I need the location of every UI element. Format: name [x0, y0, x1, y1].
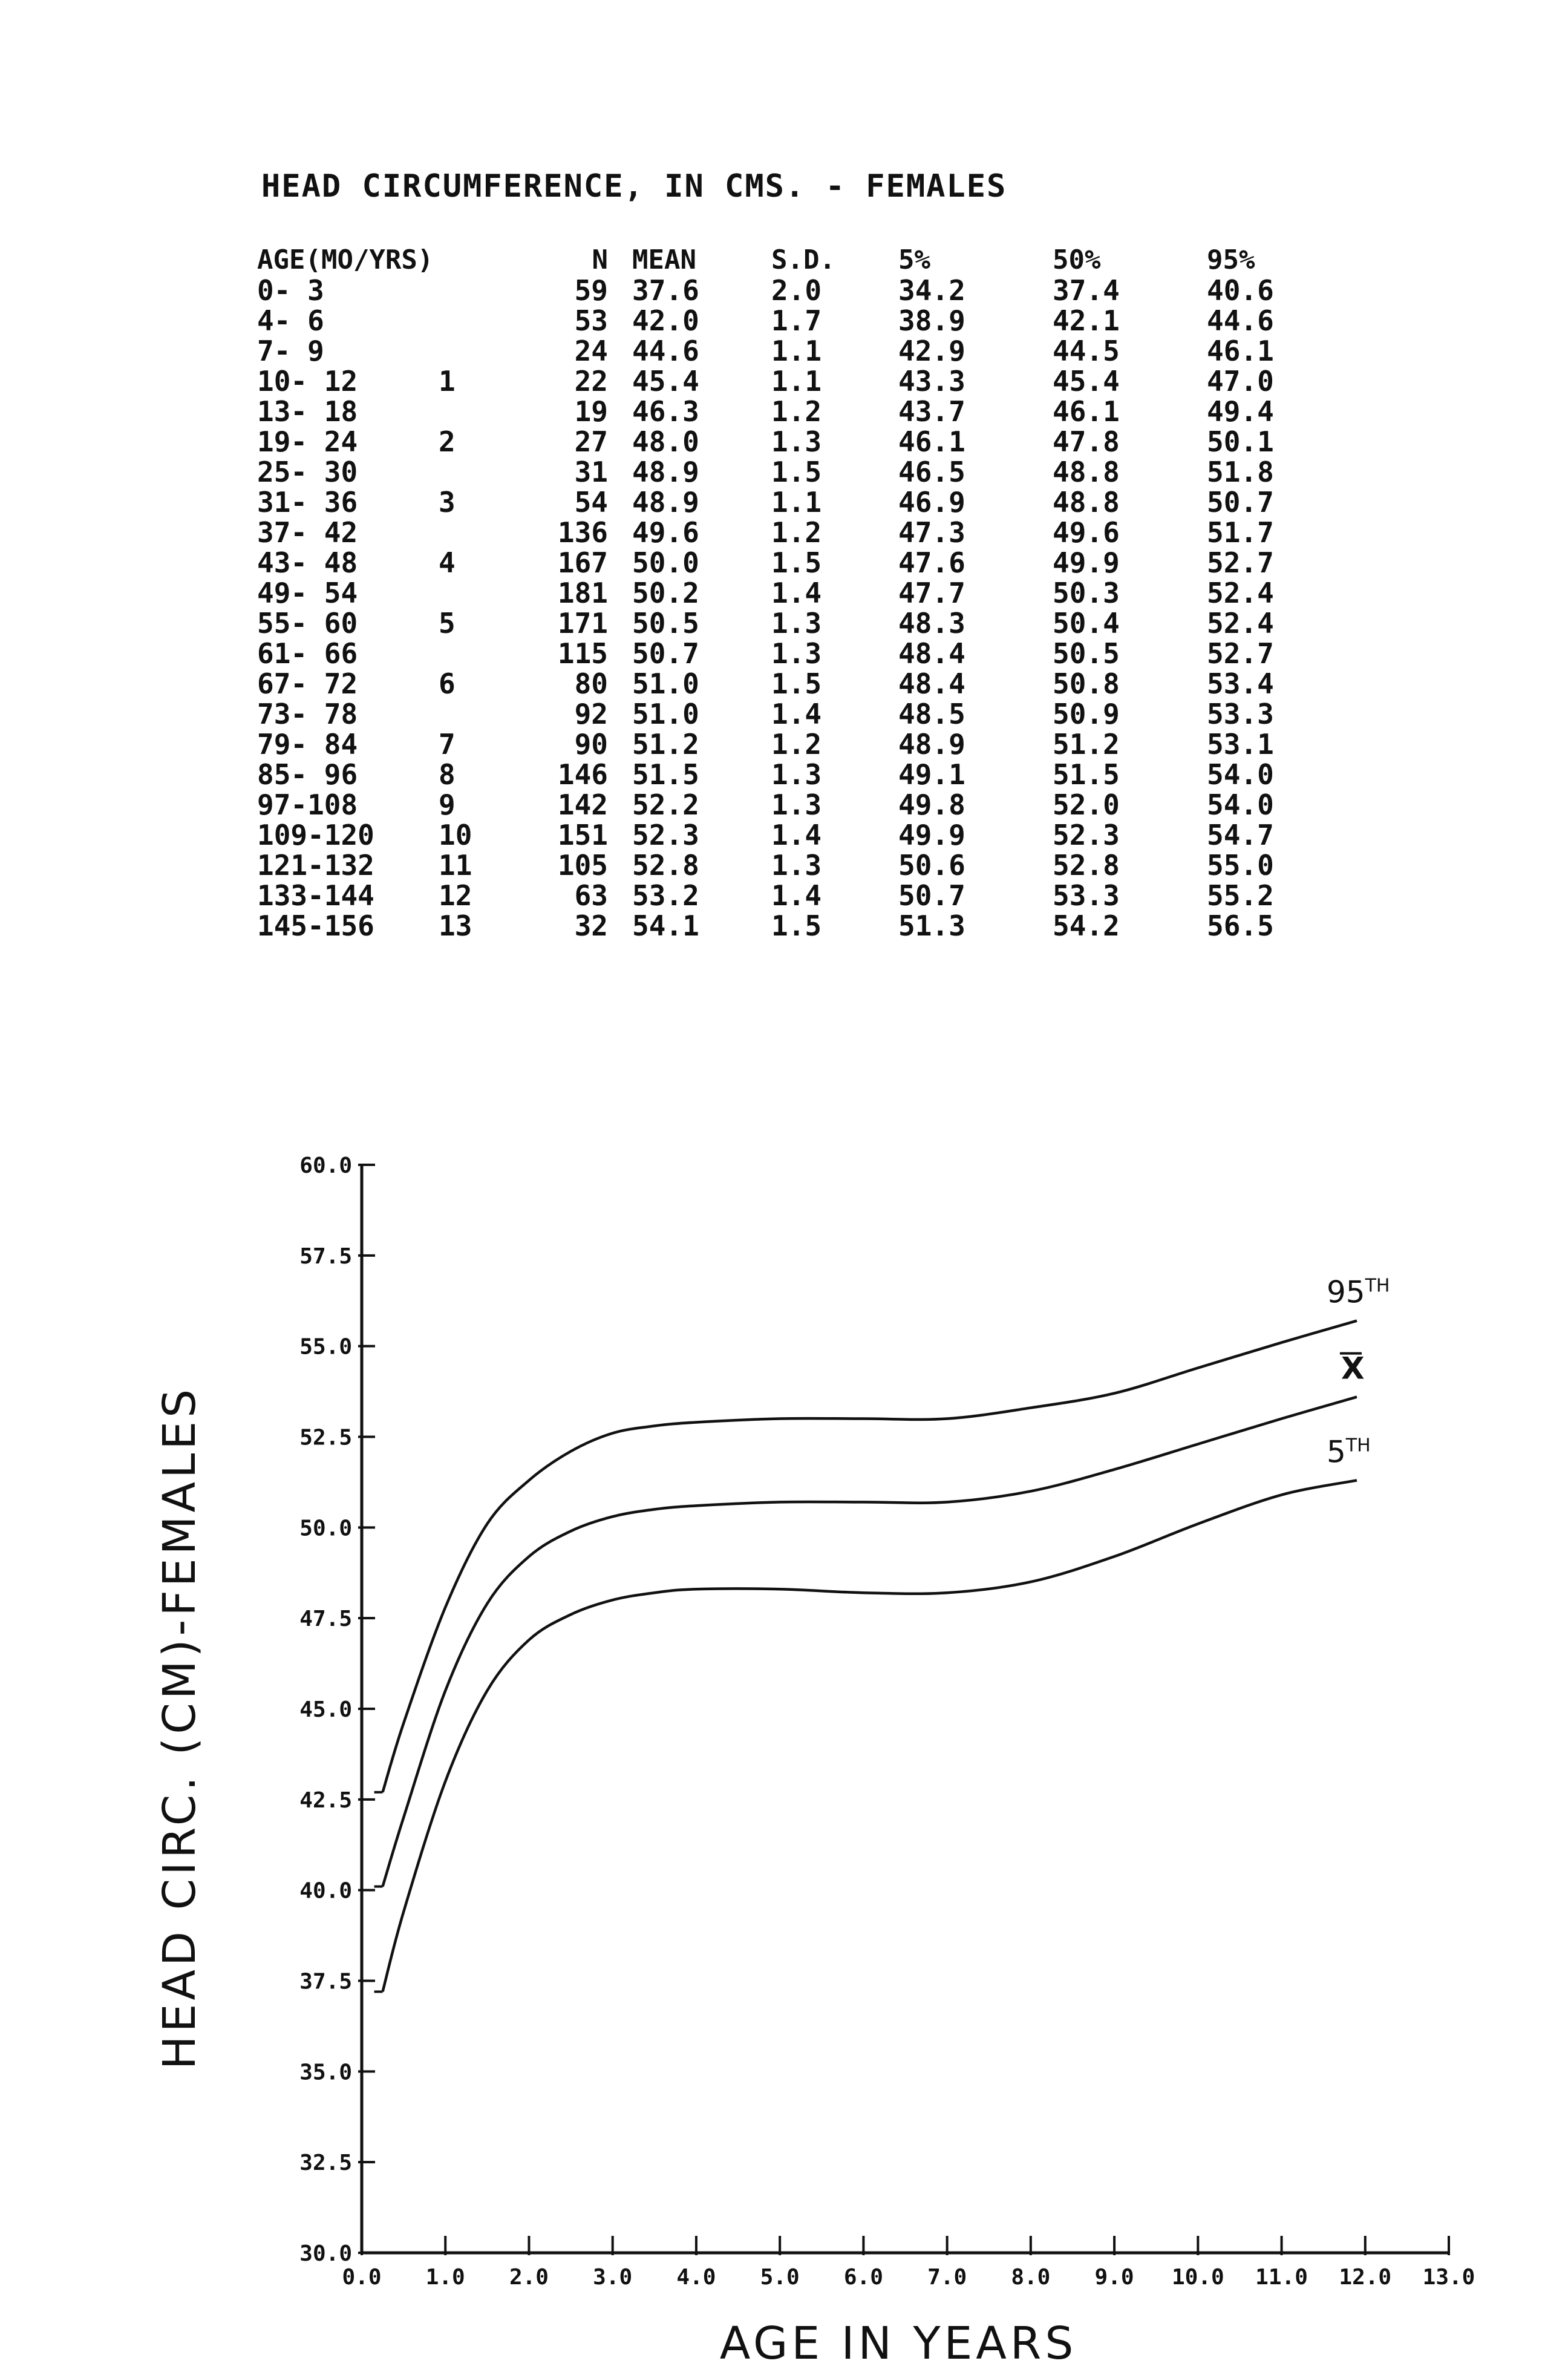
cell-p50: 50.3	[1053, 577, 1120, 609]
col-header-p95: 95%	[1207, 244, 1255, 275]
cell-sd: 1.2	[771, 728, 822, 761]
cell-p5: 48.4	[898, 637, 965, 670]
cell-years: 5	[439, 607, 456, 640]
cell-n: 32	[574, 909, 608, 942]
col-header-sd: S.D.	[771, 244, 835, 275]
y-tick-label: 45.0	[299, 1697, 352, 1722]
cell-age: 55- 60	[257, 607, 358, 640]
cell-p5: 50.7	[898, 879, 965, 912]
cell-age: 145-156	[257, 909, 374, 942]
cell-n: 80	[574, 667, 608, 700]
cell-age: 0- 3	[257, 274, 324, 307]
cell-p50: 48.8	[1053, 456, 1120, 488]
series-label-superscript: TH	[1365, 1275, 1390, 1297]
y-tick-label: 60.0	[299, 1153, 352, 1178]
cell-p50: 50.8	[1053, 667, 1120, 700]
cell-p50: 45.4	[1053, 365, 1120, 398]
cell-p95: 49.4	[1207, 395, 1274, 428]
y-tick-label: 40.0	[299, 1878, 352, 1904]
cell-p95: 55.2	[1207, 879, 1274, 912]
cell-p5: 49.8	[898, 788, 965, 821]
y-tick-label: 55.0	[299, 1334, 352, 1360]
cell-n: 22	[574, 365, 608, 398]
cell-sd: 1.4	[771, 577, 822, 609]
cell-p5: 49.1	[898, 758, 965, 791]
cell-sd: 1.1	[771, 335, 822, 367]
cell-n: 115	[557, 637, 608, 670]
y-tick-label: 35.0	[299, 2060, 352, 2085]
chart-series	[374, 1275, 1390, 1992]
cell-years: 6	[439, 667, 456, 700]
cell-p95: 47.0	[1207, 365, 1274, 398]
cell-mean: 53.2	[632, 879, 699, 912]
cell-age: 10- 12	[257, 365, 358, 398]
cell-p50: 49.9	[1053, 546, 1120, 579]
cell-sd: 1.4	[771, 879, 822, 912]
cell-p95: 53.1	[1207, 728, 1274, 761]
cell-p50: 37.4	[1053, 274, 1120, 307]
cell-p95: 56.5	[1207, 909, 1274, 942]
cell-p95: 46.1	[1207, 335, 1274, 367]
cell-mean: 49.6	[632, 516, 699, 549]
cell-age: 25- 30	[257, 456, 358, 488]
cell-p50: 47.8	[1053, 425, 1120, 458]
cell-mean: 48.9	[632, 486, 699, 519]
cell-age: 121-132	[257, 849, 374, 882]
cell-sd: 2.0	[771, 274, 822, 307]
cell-p95: 54.7	[1207, 819, 1274, 851]
cell-p5: 46.1	[898, 425, 965, 458]
cell-n: 151	[557, 819, 608, 851]
cell-mean: 50.0	[632, 546, 699, 579]
cell-p50: 48.8	[1053, 486, 1120, 519]
cell-p95: 51.8	[1207, 456, 1274, 488]
y-tick-label: 37.5	[299, 1969, 352, 1994]
cell-p95: 55.0	[1207, 849, 1274, 882]
cell-p50: 50.4	[1053, 607, 1120, 640]
y-tick-label: 42.5	[299, 1787, 352, 1813]
cell-p50: 49.6	[1053, 516, 1120, 549]
x-tick-label: 1.0	[425, 2265, 465, 2290]
x-tick-label: 3.0	[593, 2265, 633, 2290]
x-tick-label: 13.0	[1422, 2265, 1475, 2290]
cell-p95: 53.4	[1207, 667, 1274, 700]
cell-mean: 51.0	[632, 698, 699, 730]
x-tick-label: 7.0	[927, 2265, 967, 2290]
cell-p50: 50.5	[1053, 637, 1120, 670]
cell-p50: 42.1	[1053, 304, 1120, 337]
y-tick-label: 32.5	[299, 2151, 352, 2176]
x-tick-label: 12.0	[1339, 2265, 1392, 2290]
cell-mean: 37.6	[632, 274, 699, 307]
cell-n: 146	[557, 758, 608, 791]
cell-p5: 50.6	[898, 849, 965, 882]
cell-p50: 53.3	[1053, 879, 1120, 912]
cell-p95: 52.4	[1207, 577, 1274, 609]
cell-sd: 1.4	[771, 698, 822, 730]
cell-sd: 1.3	[771, 788, 822, 821]
cell-age: 19- 24	[257, 425, 358, 458]
cell-mean: 44.6	[632, 335, 699, 367]
x-tick-label: 2.0	[509, 2265, 549, 2290]
x-tick-label: 10.0	[1171, 2265, 1224, 2290]
cell-n: 167	[557, 546, 608, 579]
cell-p5: 47.3	[898, 516, 965, 549]
series-label	[1327, 1434, 1371, 1469]
cell-p5: 42.9	[898, 335, 965, 367]
cell-n: 53	[574, 304, 608, 337]
y-tick-label: 57.5	[299, 1243, 352, 1269]
cell-mean: 51.0	[632, 667, 699, 700]
cell-sd: 1.5	[771, 456, 822, 488]
y-tick-label: 50.0	[299, 1516, 352, 1541]
series-label-superscript: TH	[1345, 1435, 1371, 1456]
cell-sd: 1.3	[771, 849, 822, 882]
cell-n: 54	[574, 486, 608, 519]
cell-p5: 38.9	[898, 304, 965, 337]
cell-n: 142	[557, 788, 608, 821]
cell-years: 2	[439, 425, 456, 458]
col-header-n: N	[592, 244, 608, 275]
cell-years: 12	[439, 879, 472, 912]
cell-p5: 48.4	[898, 667, 965, 700]
cell-mean: 50.2	[632, 577, 699, 609]
cell-n: 63	[574, 879, 608, 912]
cell-p95: 50.7	[1207, 486, 1274, 519]
y-tick-label: 52.5	[299, 1425, 352, 1450]
col-header-p5: 5%	[898, 244, 930, 275]
cell-age: 7- 9	[257, 335, 324, 367]
cell-mean: 45.4	[632, 365, 699, 398]
cell-mean: 51.5	[632, 758, 699, 791]
cell-age: 49- 54	[257, 577, 358, 609]
series-label	[1341, 1351, 1365, 1386]
cell-years: 3	[439, 486, 456, 519]
x-tick-label: 0.0	[342, 2265, 382, 2290]
cell-years: 9	[439, 788, 456, 821]
cell-n: 92	[574, 698, 608, 730]
cell-sd: 1.5	[771, 909, 822, 942]
y-tick-label: 47.5	[299, 1607, 352, 1632]
cell-n: 136	[557, 516, 608, 549]
cell-p5: 43.7	[898, 395, 965, 428]
cell-years: 11	[439, 849, 472, 882]
cell-p5: 48.9	[898, 728, 965, 761]
series-label	[1327, 1275, 1390, 1310]
cell-p50: 50.9	[1053, 698, 1120, 730]
cell-age: 85- 96	[257, 758, 358, 791]
cell-p95: 51.7	[1207, 516, 1274, 549]
cell-age: 73- 78	[257, 698, 358, 730]
cell-p5: 51.3	[898, 909, 965, 942]
cell-years: 10	[439, 819, 472, 851]
cell-years: 1	[439, 365, 456, 398]
col-header-age: AGE(MO/YRS)	[257, 244, 434, 275]
cell-p95: 44.6	[1207, 304, 1274, 337]
y-axis-label: HEAD CIRC. (CM)-FEMALES	[154, 1385, 206, 2070]
cell-p50: 54.2	[1053, 909, 1120, 942]
cell-mean: 46.3	[632, 395, 699, 428]
cell-sd: 1.3	[771, 425, 822, 458]
cell-sd: 1.2	[771, 516, 822, 549]
series-label-main: X	[1341, 1351, 1365, 1386]
cell-p50: 46.1	[1053, 395, 1120, 428]
chart-axes	[362, 1165, 1449, 2253]
cell-age: 31- 36	[257, 486, 358, 519]
cell-age: 37- 42	[257, 516, 358, 549]
cell-p95: 50.1	[1207, 425, 1274, 458]
cell-mean: 52.8	[632, 849, 699, 882]
cell-mean: 54.1	[632, 909, 699, 942]
x-tick-label: 11.0	[1255, 2265, 1308, 2290]
cell-age: 4- 6	[257, 304, 324, 337]
cell-sd: 1.2	[771, 395, 822, 428]
cell-age: 61- 66	[257, 637, 358, 670]
cell-years: 7	[439, 728, 456, 761]
x-tick-label: 4.0	[676, 2265, 716, 2290]
cell-p5: 48.5	[898, 698, 965, 730]
cell-p5: 47.7	[898, 577, 965, 609]
cell-p5: 46.9	[898, 486, 965, 519]
cell-mean: 51.2	[632, 728, 699, 761]
x-axis-label: AGE IN YEARS	[719, 2318, 1077, 2370]
cell-years: 8	[439, 758, 456, 791]
cell-years: 4	[439, 546, 456, 579]
cell-n: 171	[557, 607, 608, 640]
cell-p5: 48.3	[898, 607, 965, 640]
cell-p5: 47.6	[898, 546, 965, 579]
cell-mean: 50.5	[632, 607, 699, 640]
cell-p50: 52.8	[1053, 849, 1120, 882]
cell-age: 79- 84	[257, 728, 358, 761]
cell-p5: 34.2	[898, 274, 965, 307]
cell-p50: 51.5	[1053, 758, 1120, 791]
cell-sd: 1.3	[771, 607, 822, 640]
cell-mean: 48.0	[632, 425, 699, 458]
cell-n: 105	[557, 849, 608, 882]
cell-p95: 52.7	[1207, 637, 1274, 670]
cell-n: 19	[574, 395, 608, 428]
cell-sd: 1.5	[771, 546, 822, 579]
x-tick-label: 8.0	[1011, 2265, 1051, 2290]
x-tick-label: 9.0	[1094, 2265, 1134, 2290]
cell-n: 181	[557, 577, 608, 609]
col-header-p50: 50%	[1053, 244, 1101, 275]
series-label-main: 5	[1326, 1434, 1346, 1470]
x-tick-label: 5.0	[760, 2265, 800, 2290]
cell-p50: 51.2	[1053, 728, 1120, 761]
x-tick-label: 6.0	[843, 2265, 883, 2290]
cell-mean: 42.0	[632, 304, 699, 337]
cell-age: 97-108	[257, 788, 358, 821]
cell-years: 13	[439, 909, 472, 942]
cell-n: 59	[574, 274, 608, 307]
cell-p95: 52.7	[1207, 546, 1274, 579]
cell-age: 133-144	[257, 879, 374, 912]
cell-sd: 1.4	[771, 819, 822, 851]
cell-p95: 54.0	[1207, 758, 1274, 791]
cell-age: 109-120	[257, 819, 374, 851]
cell-sd: 1.5	[771, 667, 822, 700]
cell-sd: 1.1	[771, 365, 822, 398]
cell-sd: 1.1	[771, 486, 822, 519]
y-axis-ticks	[299, 1153, 375, 2266]
cell-mean: 52.2	[632, 788, 699, 821]
cell-p95: 52.4	[1207, 607, 1274, 640]
cell-p50: 52.3	[1053, 819, 1120, 851]
x-axis-ticks	[342, 2236, 1475, 2290]
cell-age: 43- 48	[257, 546, 358, 579]
cell-n: 24	[574, 335, 608, 367]
cell-p5: 46.5	[898, 456, 965, 488]
cell-mean: 52.3	[632, 819, 699, 851]
cell-age: 13- 18	[257, 395, 358, 428]
cell-mean: 50.7	[632, 637, 699, 670]
cell-sd: 1.3	[771, 637, 822, 670]
cell-age: 67- 72	[257, 667, 358, 700]
cell-sd: 1.7	[771, 304, 822, 337]
col-header-mean: MEAN	[632, 244, 696, 275]
y-tick-label: 30.0	[299, 2241, 352, 2266]
cell-p95: 53.3	[1207, 698, 1274, 730]
cell-p50: 52.0	[1053, 788, 1120, 821]
cell-p5: 43.3	[898, 365, 965, 398]
table-title: HEAD CIRCUMFERENCE, IN CMS. - FEMALES	[261, 168, 1007, 205]
cell-n: 31	[574, 456, 608, 488]
cell-sd: 1.3	[771, 758, 822, 791]
cell-n: 90	[574, 728, 608, 761]
cell-n: 27	[574, 425, 608, 458]
cell-p50: 44.5	[1053, 335, 1120, 367]
cell-mean: 48.9	[632, 456, 699, 488]
series-label-main: 95	[1326, 1274, 1365, 1310]
cell-p5: 49.9	[898, 819, 965, 851]
cell-p95: 54.0	[1207, 788, 1274, 821]
cell-p95: 40.6	[1207, 274, 1274, 307]
